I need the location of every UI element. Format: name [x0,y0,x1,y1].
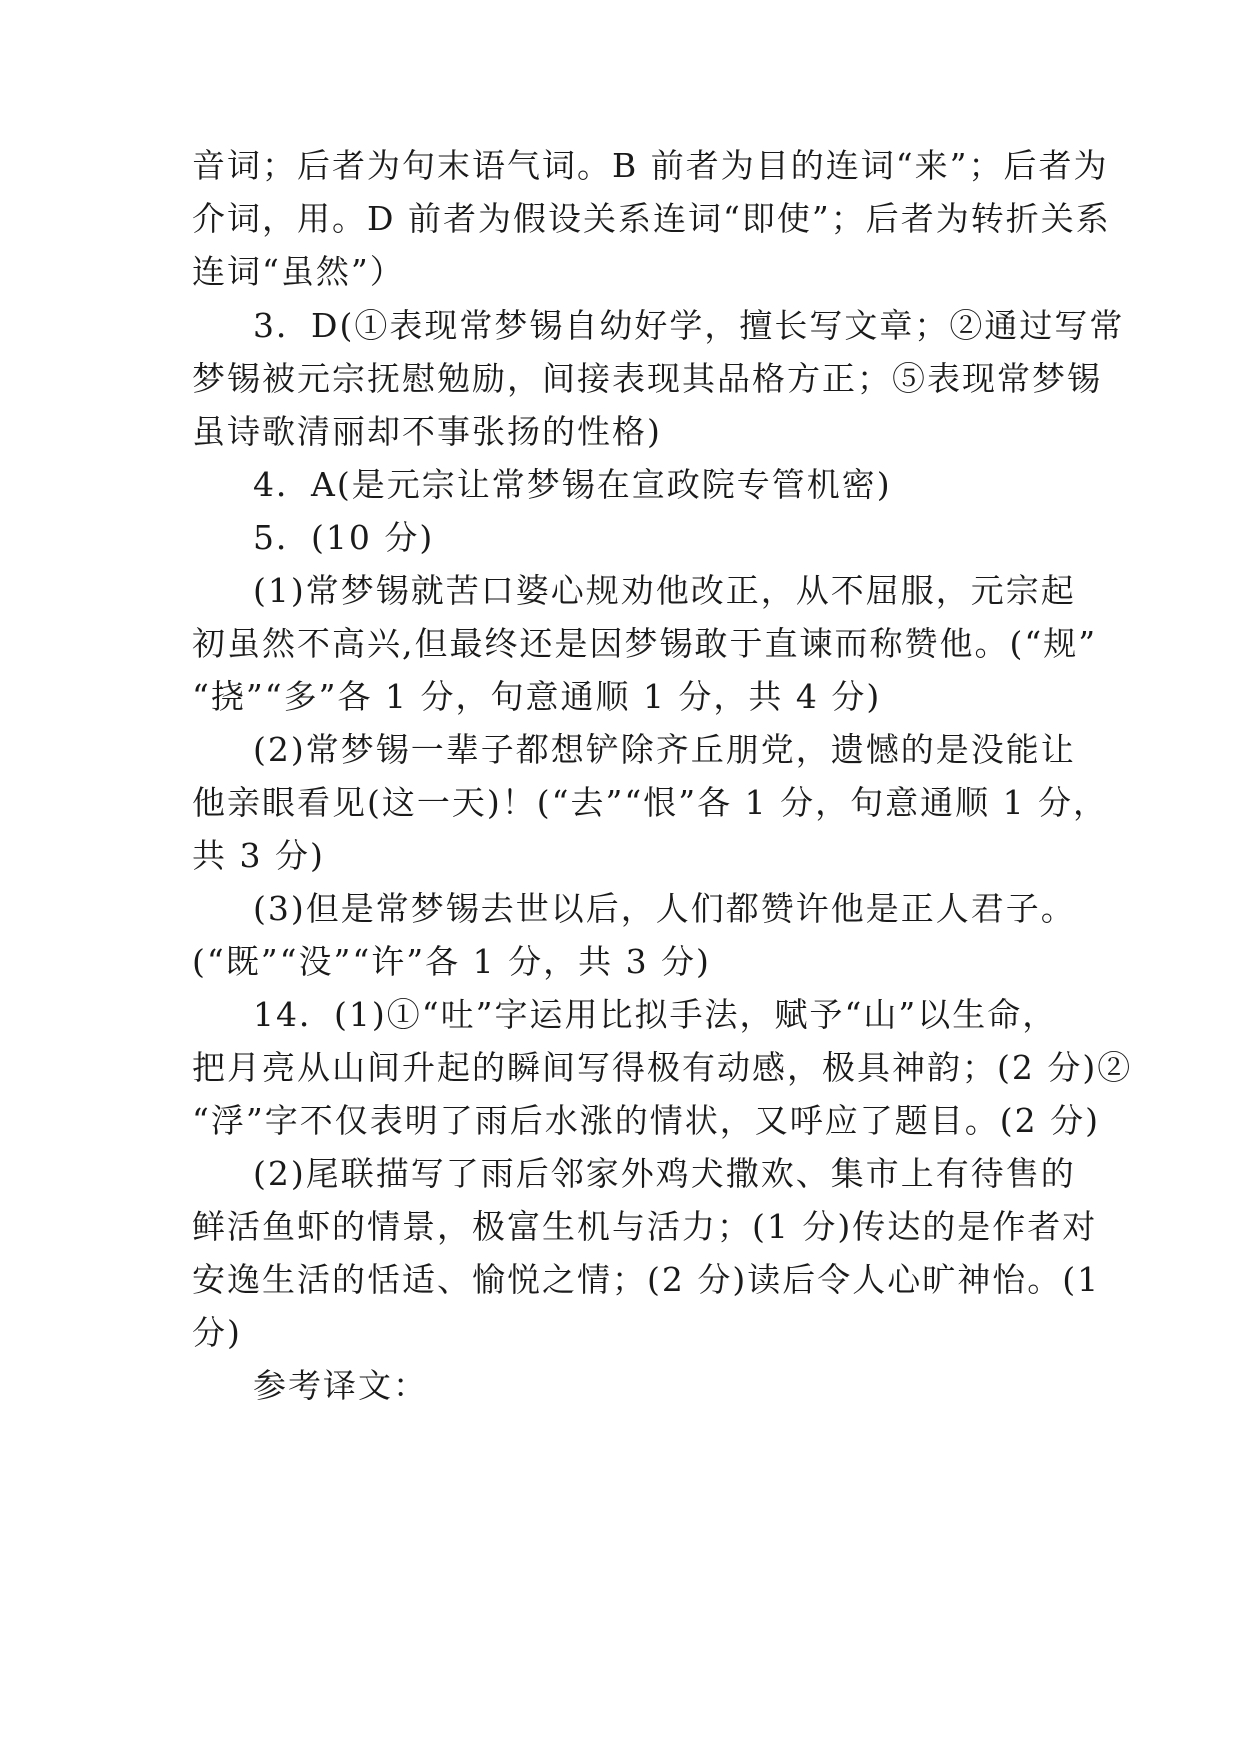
text-line: 安逸生活的恬适、愉悦之情；(2 分)读后令人心旷神怡。(1 [192,1260,1101,1299]
text-line: 共 3 分) [192,836,325,875]
text-line: “浮”字不仅表明了雨后水涨的情状，又呼应了题目。(2 分) [192,1101,1100,1140]
text-line: 介词，用。D 前者为假设关系连词“即使”；后者为转折关系 [192,199,1111,238]
text-line: 3．D(①表现常梦锡自幼好学，擅长写文章；②通过写常 [253,306,1125,345]
text-line: (2)常梦锡一辈子都想铲除齐丘朋党，遗憾的是没能让 [253,730,1076,769]
text-line: (2)尾联描写了雨后邻家外鸡犬撒欢、集市上有待售的 [253,1154,1076,1193]
text-line: 初虽然不高兴,但最终还是因梦锡敢于直谏而称赞他。(“规” [192,624,1098,663]
text-line: 参考译文： [253,1366,428,1405]
text-line: 把月亮从山间升起的瞬间写得极有动感，极具神韵；(2 分)② [192,1048,1133,1087]
text-line: 分) [192,1313,242,1352]
text-line: 虽诗歌清丽却不事张扬的性格) [192,412,662,451]
text-line: 14．(1)①“吐”字运用比拟手法，赋予“山”以生命， [253,995,1058,1034]
text-line: 鲜活鱼虾的情景，极富生机与活力；(1 分)传达的是作者对 [192,1207,1098,1246]
text-line: 5．(10 分) [253,518,435,557]
text-line: 梦锡被元宗抚慰勉励，间接表现其品格方正；⑤表现常梦锡 [192,359,1102,398]
text-line: (1)常梦锡就苦口婆心规劝他改正，从不屈服，元宗起 [253,571,1076,610]
text-line: 4．A(是元宗让常梦锡在宣政院专管机密) [253,465,892,504]
text-line: 连词“虽然”） [192,252,405,291]
text-line: 音词；后者为句末语气词。B 前者为目的连词“来”；后者为 [192,146,1109,185]
text-line: (3)但是常梦锡去世以后，人们都赞许他是正人君子。 [253,889,1076,928]
text-line: 他亲眼看见(这一天)！(“去”“恨”各 1 分，句意通顺 1 分， [192,783,1109,822]
text-line: “挠”“多”各 1 分，句意通顺 1 分，共 4 分) [192,677,882,716]
text-line: (“既”“没”“许”各 1 分，共 3 分) [192,942,711,981]
